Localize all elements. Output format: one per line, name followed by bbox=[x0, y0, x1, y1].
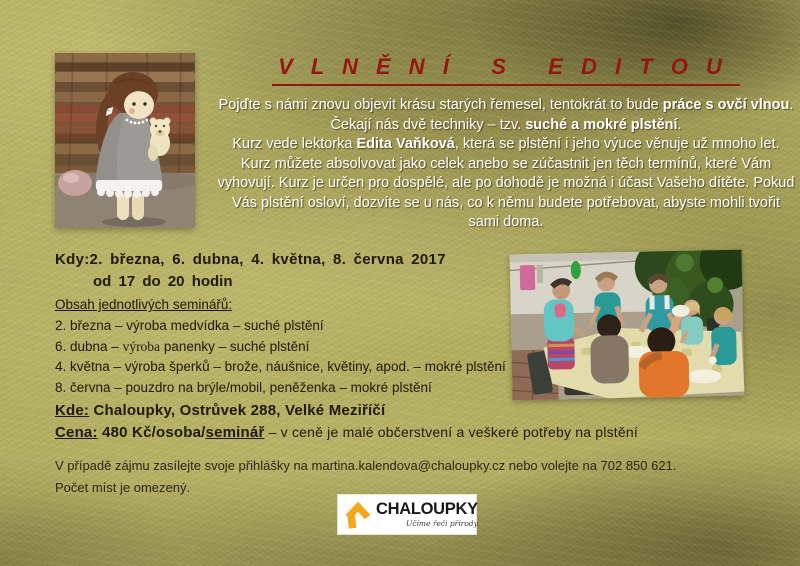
seminar-list bbox=[55, 316, 506, 398]
intro-bold-lecturer: Edita Vaňková bbox=[356, 136, 455, 152]
intro-paragraph bbox=[216, 96, 796, 233]
seminar-item: 4. května – výroba šperků – brože, náušnice, květiny, apod. – mokré plstění bbox=[55, 359, 506, 374]
cena-note: – v ceně je malé občerstvení a veškeré potřeby na plstění bbox=[264, 424, 638, 440]
kdy-dates: 2. března, 6. dubna, 4. května, 8. června 2017 bbox=[89, 251, 446, 268]
intro-text: Kurz vede lektorka bbox=[232, 136, 357, 152]
seminar-item bbox=[55, 337, 506, 358]
chaloupky-logo bbox=[337, 494, 477, 535]
contact-block bbox=[55, 455, 676, 499]
intro-text: . bbox=[677, 116, 682, 133]
workshop-photo-illustration bbox=[509, 250, 744, 401]
cena-value-underlined: seminář bbox=[205, 424, 265, 441]
seminar-item-part: panenky – suché plstění bbox=[160, 338, 310, 354]
logo-text-block bbox=[376, 501, 478, 529]
intro-bold-techniques: suché a mokré plstění bbox=[525, 116, 678, 133]
page-title-text: V L N Ě N Í S E D I T O U bbox=[272, 54, 740, 86]
schedule-dates-line bbox=[55, 251, 446, 268]
logo-name: CHALOUPKY bbox=[376, 499, 478, 518]
doll-photo-illustration bbox=[55, 53, 195, 228]
kdy-label: Kdy: bbox=[55, 251, 90, 268]
contact-line-1: V případě zájmu zasílejte svoje přihlášky na martina.kalendova@chaloupky.cz nebo volejte na 702 850 621. bbox=[55, 458, 677, 473]
seminar-item-serif-word: výroba bbox=[122, 338, 161, 354]
kde-label: Kde: bbox=[55, 402, 90, 419]
kde-value: Chaloupky, Ostrůvek 288, Velké Meziříčí bbox=[89, 402, 386, 419]
seminar-item-part: 6. dubna – bbox=[55, 338, 123, 354]
seminar-item: 2. března – výroba medvídka – suché plstění bbox=[55, 318, 324, 333]
logo-arrow-up-icon bbox=[343, 500, 373, 530]
venue-line bbox=[55, 402, 385, 419]
logo-tagline: Učíme řeči přírody bbox=[406, 519, 478, 529]
cena-value: 480 Kč/osoba/ bbox=[97, 424, 206, 441]
seminar-list-heading: Obsah jednotlivých seminářů: bbox=[55, 297, 233, 312]
contact-line-2: Počet míst je omezený. bbox=[55, 480, 191, 495]
schedule-time-line: od 17 do 20 hodin bbox=[93, 273, 233, 290]
intro-bold-wool: práce s ovčí vlnou bbox=[662, 97, 790, 113]
doll-photo bbox=[55, 53, 195, 228]
intro-text: , která se plstění i jeho výuce věnuje už mnoho let. Kurz můžete absolvovat jako celek anebo se zúčastnit jen těch termínů, které Vám vyhovují. Kurz je určen pro dospělé, ale po dohodě je možná i účast Vašeho dítěte. Pokud Vás plstění osloví, dozvíte se u nás, co k němu budete potřebovat, abyste mohli tvořit sami doma. bbox=[217, 136, 795, 230]
workshop-photo bbox=[509, 250, 744, 401]
cena-label: Cena: bbox=[55, 424, 98, 441]
seminar-item: 8. června – pouzdro na brýle/mobil, peněženka – mokré plstění bbox=[55, 379, 432, 395]
intro-text: . Čekají nás dvě techniky – tzv. bbox=[330, 97, 794, 133]
intro-text: Pojďte s námi znovu objevit krásu starých řemesel, tentokrát to bude bbox=[218, 97, 663, 113]
price-line bbox=[55, 424, 638, 441]
page-title bbox=[213, 54, 799, 86]
